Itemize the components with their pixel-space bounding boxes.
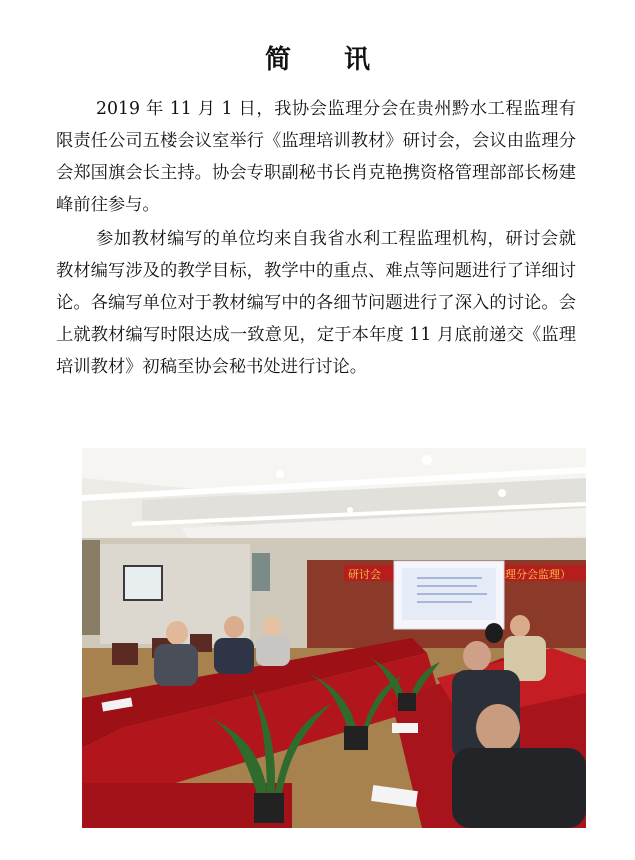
banner-left-text: 研讨会 <box>348 568 381 581</box>
banner-right-text: 理分会监理） <box>505 568 571 581</box>
paragraph-1: 2019 年 11 月 1 日，我协会监理分会在贵州黔水工程监理有限责任公司五楼会议室举行《监理培训教材》研讨会，会议由监理分会郑国旗会长主持。协会专职副秘书长肖克艳携资格管理部部长杨建峰前往参与。 <box>56 99 576 215</box>
meeting-photo <box>82 448 586 828</box>
paragraph-2: 参加教材编写的单位均来自我省水利工程监理机构，研讨会就教材编写涉及的教学目标，教学中的重点、难点等问题进行了详细讨论。各编写单位对于教材编写中的各细节问题进行了深入的讨论。会上就教材编写时限达成一致意见，定于本年度 11 月底前递交《监理培训教材》初稿至协会秘书处进行讨论。 <box>56 229 576 377</box>
page-title: 简 讯 <box>264 45 393 75</box>
